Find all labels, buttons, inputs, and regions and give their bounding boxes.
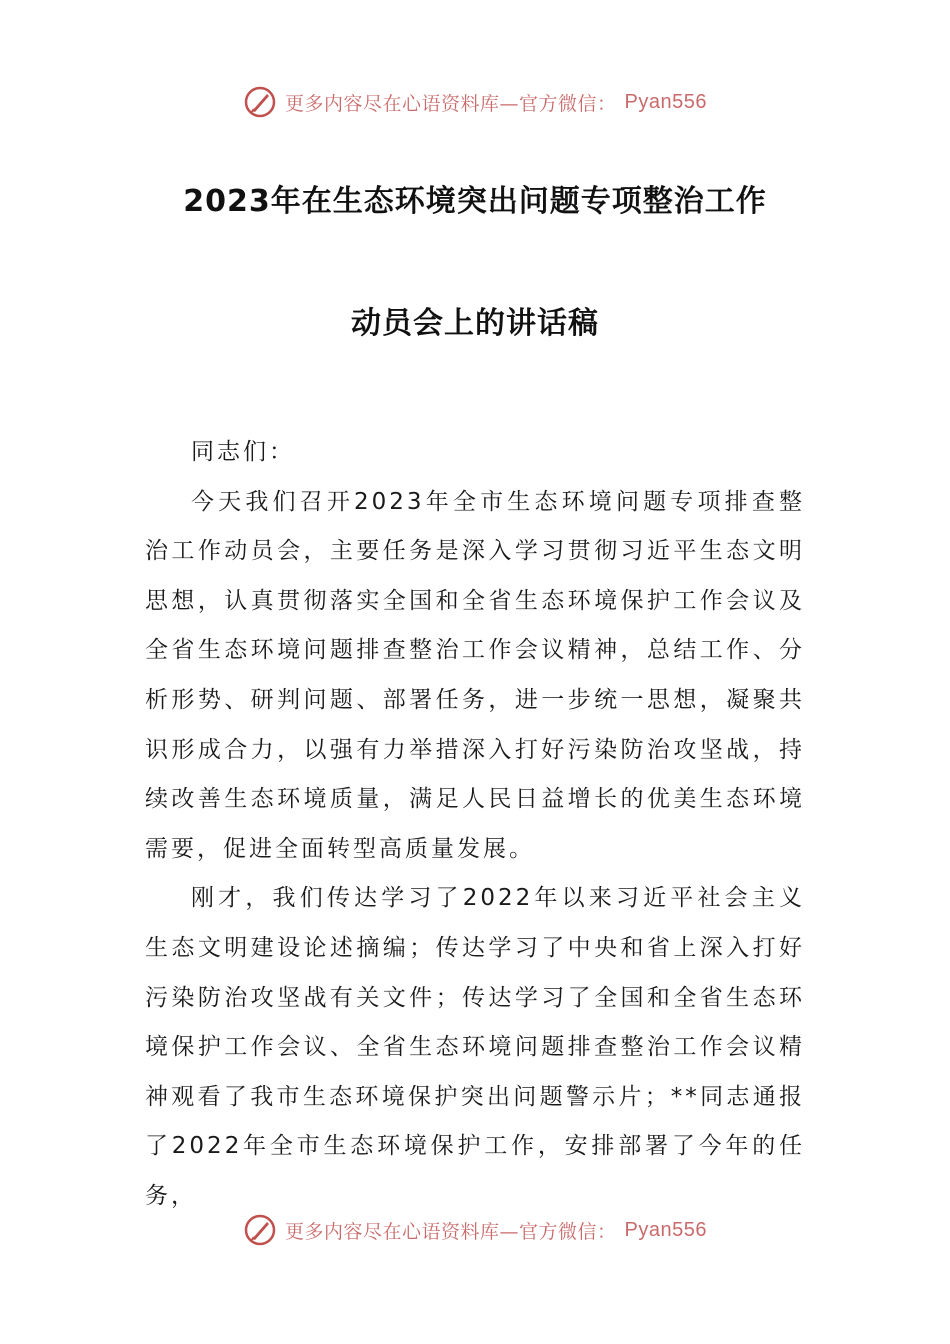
quill-logo-icon (243, 1213, 277, 1247)
document-title-line2: 动员会上的讲话稿 (351, 306, 599, 341)
watermark-wechat-id: Pyan556 (624, 90, 707, 113)
salutation-paragraph: 同志们： (191, 439, 295, 465)
watermark-footer (0, 1210, 950, 1250)
document-body (145, 428, 805, 1222)
watermark-text: 更多内容尽在心语资料库—官方微信： (285, 1220, 617, 1243)
body-paragraph: 今天我们召开2023年全市生态环境问题专项排查整治工作动员会，主要任务是深入学习贯彻习近平生态文明思想，认真贯彻落实全国和全省生态环境保护工作会议及全省生态环境问题排查整治工作会议精神，总结工作、分析形势、研判问题、部署任务，进一步统一思想，凝聚共识形成合力，以强有力举措深入打好污染防治攻坚战，持续改善生态环境质量，满足人民日益增长的优美生态环境需要，促进全面转型高质量发展。 (145, 488, 805, 862)
watermark-text: 更多内容尽在心语资料库—官方微信： (285, 92, 617, 115)
watermark-header (0, 82, 950, 122)
quill-logo-icon (243, 85, 277, 119)
watermark-wechat-id: Pyan556 (624, 1218, 707, 1241)
document-title-line1: 2023年在生态环境突出问题专项整治工作 (183, 184, 767, 219)
body-paragraph: 刚才，我们传达学习了2022年以来习近平社会主义生态文明建设论述摘编；传达学习了中央和省上深入打好污染防治攻坚战有关文件；传达学习了全国和全省生态环境保护工作会议、全省生态环境问题排查整治工作会议精神观看了我市生态环境保护突出问题警示片；**同志通报了2022年全市生态环境保护工作，安排部署了今年的任务， (145, 885, 805, 1209)
